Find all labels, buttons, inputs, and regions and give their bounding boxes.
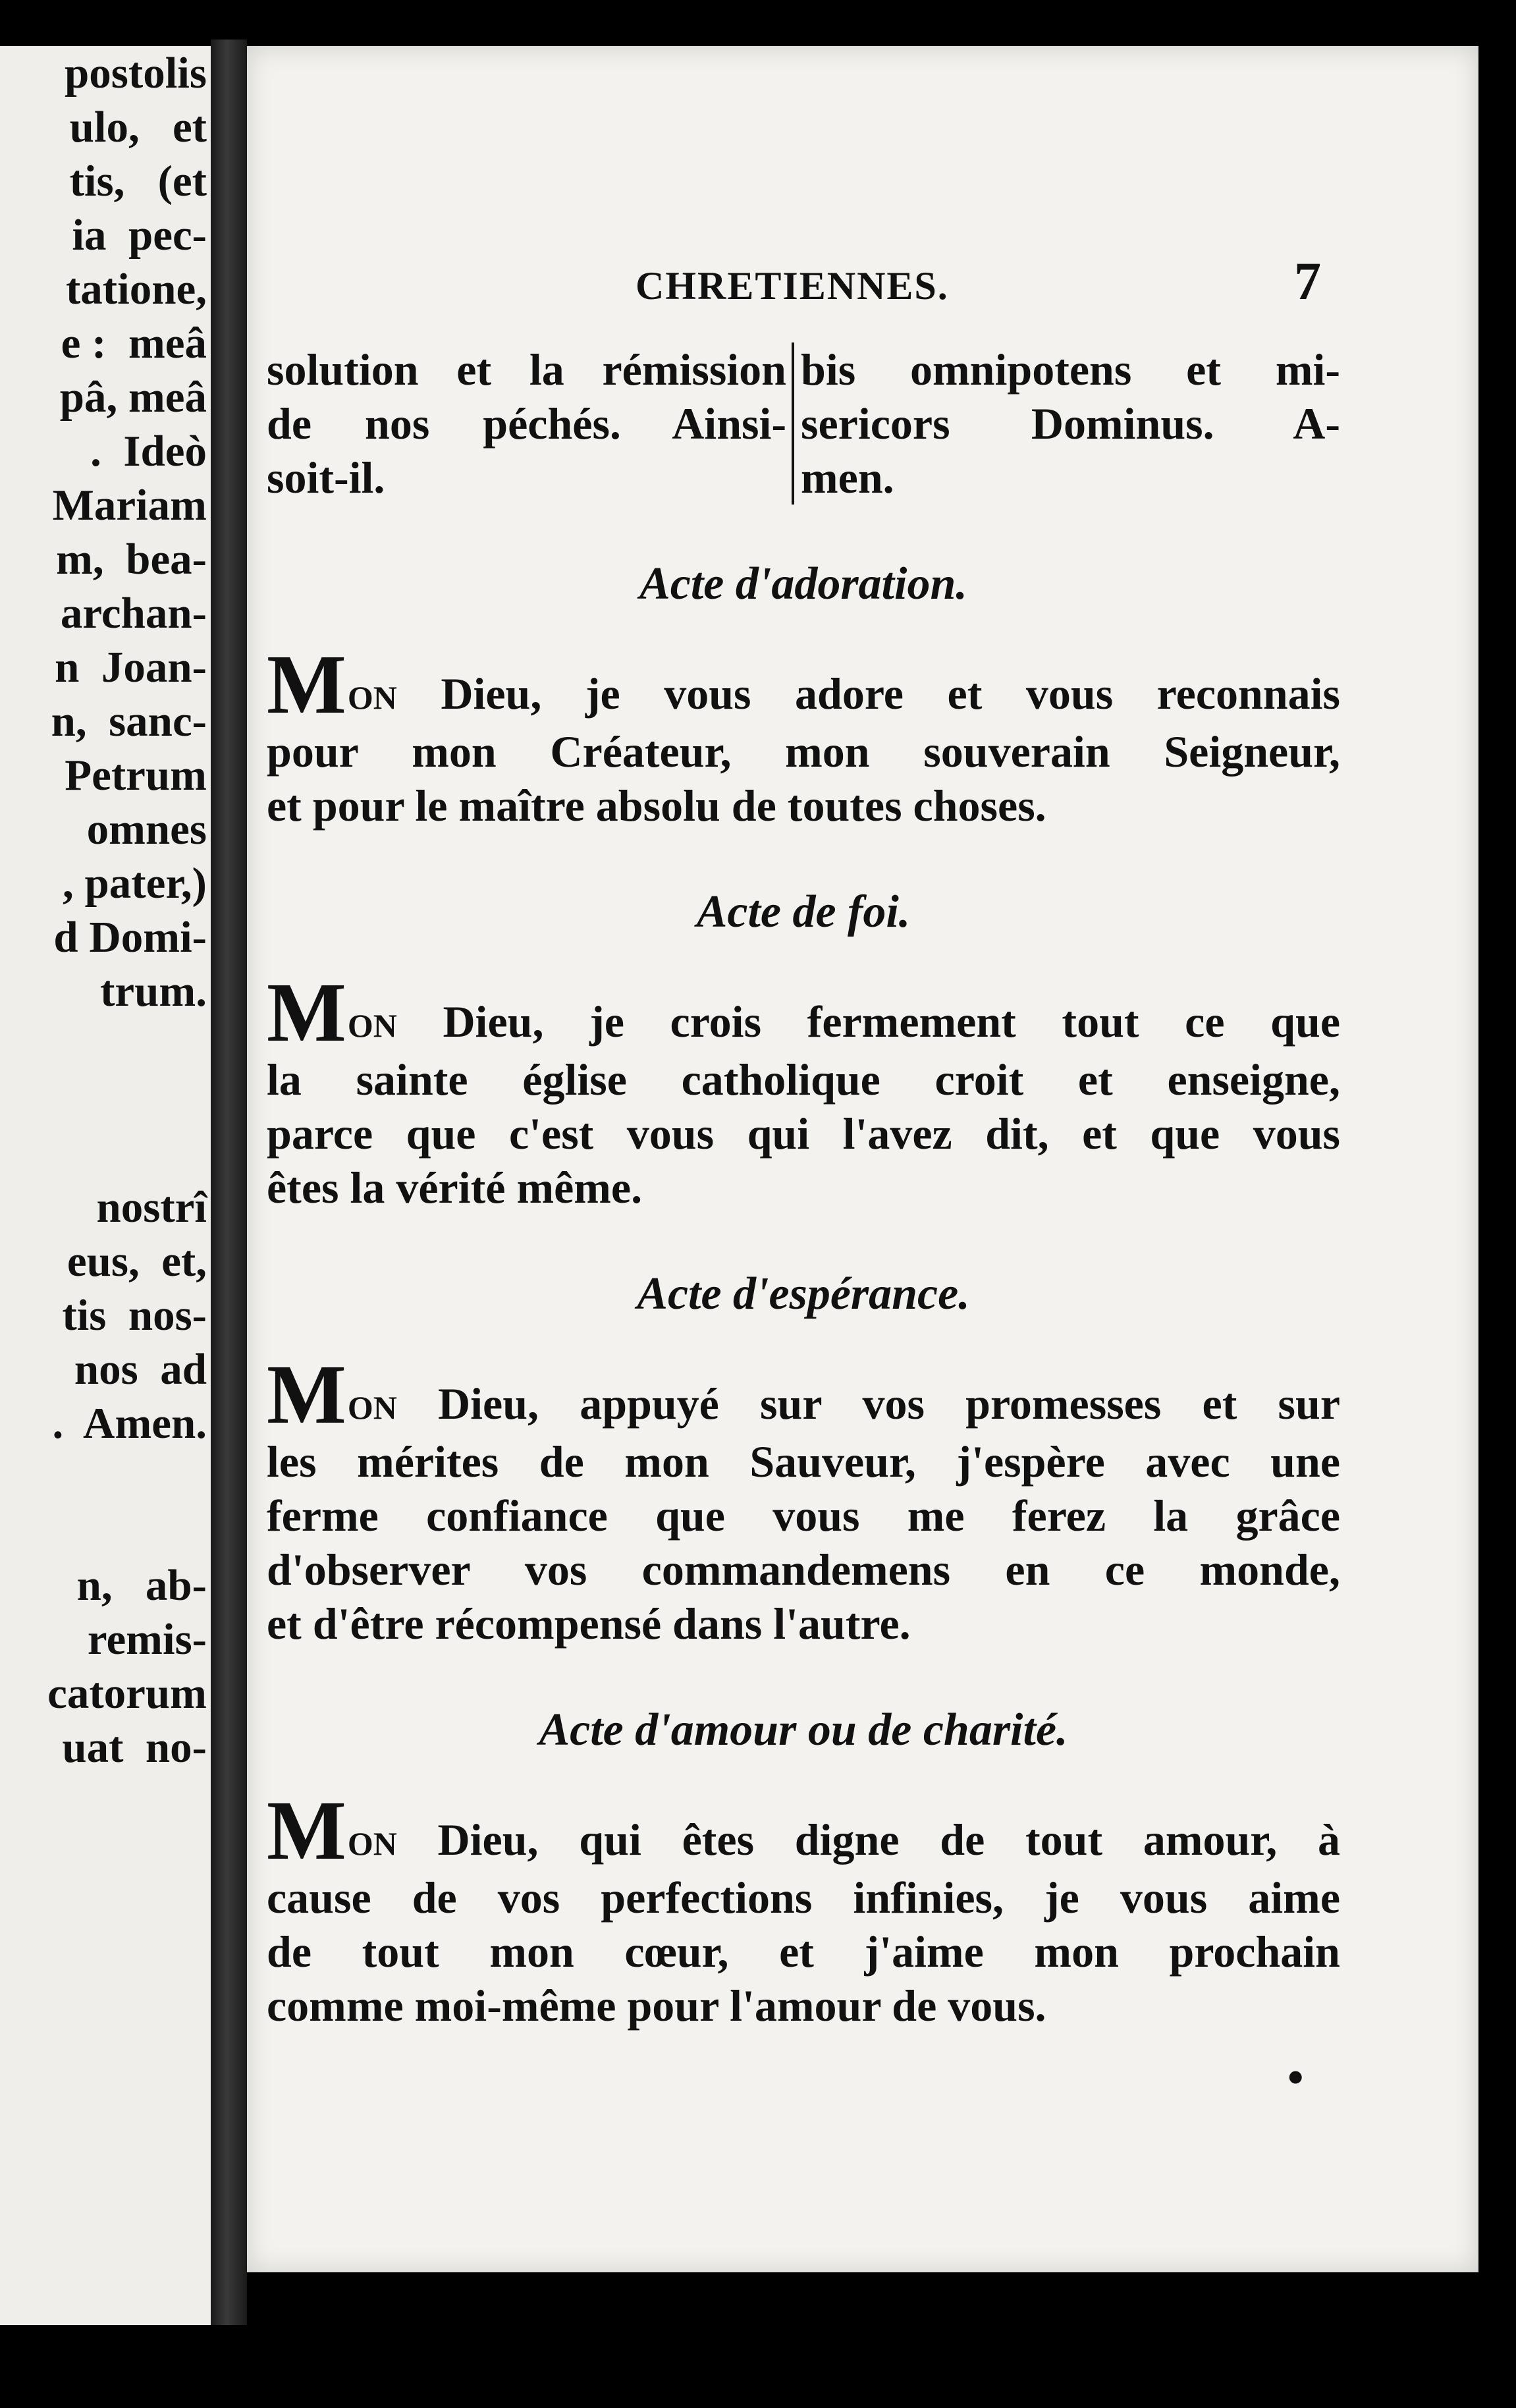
left-page-line: eus, et,	[67, 1237, 207, 1286]
left-page-fragment	[0, 46, 211, 2325]
opening-line: de nos péchés. Ainsi-	[267, 398, 787, 449]
drop-cap: M	[267, 966, 346, 1059]
small-caps: ON	[347, 1389, 397, 1426]
drop-cap: M	[267, 1348, 346, 1441]
book-gutter	[211, 40, 247, 2325]
small-caps: ON	[347, 679, 397, 716]
opening-line: sericors Dominus. A-	[801, 398, 1340, 449]
paragraph-line: la sainte église catholique croit et enseigne,	[267, 1054, 1340, 1105]
paragraph-line	[267, 1784, 1340, 1877]
small-caps: ON	[347, 1825, 397, 1862]
line-text: Dieu, appuyé sur vos promesses et sur	[396, 1379, 1340, 1429]
left-page-line	[47, 1504, 207, 1558]
paragraph-line: pour mon Créateur, mon souverain Seigneur,	[267, 726, 1340, 777]
left-page-line: n, sanc-	[51, 697, 207, 746]
paragraph-line: d'observer vos commandemens en ce monde,	[267, 1545, 1340, 1595]
left-page-line: , pater,)	[63, 859, 207, 908]
left-page-line: trum.	[100, 967, 207, 1016]
left-page-line: archan-	[60, 589, 207, 638]
paragraph-line	[267, 1348, 1340, 1441]
paragraph-line: comme moi-même pour l'amour de vous.	[267, 1981, 1046, 2031]
paragraph-line	[267, 966, 1340, 1059]
prayer-paragraph	[267, 966, 1340, 1215]
left-page-line: omnes	[86, 805, 207, 854]
paragraph-line: parce que c'est vous qui l'avez dit, et que vous	[267, 1108, 1340, 1159]
left-page-line	[47, 1126, 207, 1180]
opening-line: bis omnipotens et mi-	[801, 344, 1340, 395]
right-page	[247, 46, 1478, 2272]
left-page-line: tatione,	[66, 265, 207, 314]
section-title: Acte d'adoration.	[639, 559, 967, 609]
paragraph-line	[267, 638, 1340, 731]
paragraph-line: ferme confiance que vous me ferez la grâce	[267, 1491, 1340, 1541]
left-page-line: d Domi-	[53, 913, 207, 962]
left-page-line: Mariam	[52, 481, 207, 530]
left-page-line: postolis	[65, 49, 207, 97]
drop-cap: M	[267, 1784, 346, 1877]
section-title: Acte d'amour ou de charité.	[539, 1705, 1068, 1755]
paragraph-line: de tout mon cœur, et j'aime mon prochain	[267, 1927, 1340, 1977]
left-page-line: remis-	[87, 1615, 207, 1664]
page-number: 7	[1294, 251, 1321, 311]
drop-cap: M	[267, 638, 346, 731]
paragraph-line: êtes la vérité même.	[267, 1163, 643, 1213]
left-page-line: nostrî	[96, 1183, 207, 1232]
running-title: CHRETIENNES.	[636, 264, 949, 308]
line-text: Dieu, je vous adore et vous reconnais	[396, 669, 1340, 719]
opening-line: soit-il.	[267, 452, 385, 503]
page-body	[267, 342, 1340, 2033]
left-page-line: pâ, meâ	[59, 373, 207, 422]
left-page-line	[47, 1450, 207, 1504]
opening-line: solution et la rémission	[267, 344, 787, 395]
left-page-line: . Ideò	[90, 427, 207, 476]
section-title: Acte d'espérance.	[637, 1269, 970, 1319]
left-page-line: tis nos-	[62, 1291, 207, 1340]
left-page-line: n, ab-	[76, 1561, 207, 1610]
small-caps: ON	[347, 1007, 397, 1044]
left-page-line	[47, 1018, 207, 1072]
left-page-line: nos ad	[74, 1345, 207, 1394]
left-page-line: ia pec-	[72, 211, 207, 260]
left-page-text	[47, 46, 207, 1774]
line-text: Dieu, je crois fermement tout ce que	[396, 997, 1340, 1047]
left-page-line: . Amen.	[52, 1399, 207, 1448]
left-page-line: e : meâ	[61, 319, 207, 368]
left-page-line: catorum	[47, 1669, 207, 1718]
paragraph-line: et d'être récompensé dans l'autre.	[267, 1599, 911, 1649]
left-page-line: tis, (et	[69, 157, 207, 205]
opening-two-column	[267, 342, 1340, 505]
prayer-sections	[267, 557, 1340, 2033]
opening-column-right	[794, 342, 1340, 505]
paragraph-line: cause de vos perfections infinies, je vous aime	[267, 1873, 1340, 1923]
left-page-line	[47, 1072, 207, 1126]
left-page-line: m, bea-	[56, 535, 207, 584]
left-page-line: Petrum	[65, 751, 207, 800]
prayer-paragraph	[267, 1784, 1340, 2033]
paragraph-line: les mérites de mon Sauveur, j'espère avec une	[267, 1437, 1340, 1487]
opening-column-left	[267, 342, 794, 505]
left-page-line: ulo, et	[69, 103, 207, 151]
paragraph-line: et pour le maître absolu de toutes choses.	[267, 780, 1046, 831]
opening-line: men.	[801, 452, 894, 503]
end-mark: •	[1287, 2052, 1304, 2103]
prayer-paragraph	[267, 638, 1340, 833]
line-text: Dieu, qui êtes digne de tout amour, à	[396, 1815, 1340, 1865]
left-page-line: n Joan-	[55, 643, 207, 692]
prayer-paragraph	[267, 1348, 1340, 1651]
left-page-line: uat no-	[62, 1723, 207, 1772]
section-title: Acte de foi.	[696, 887, 911, 937]
